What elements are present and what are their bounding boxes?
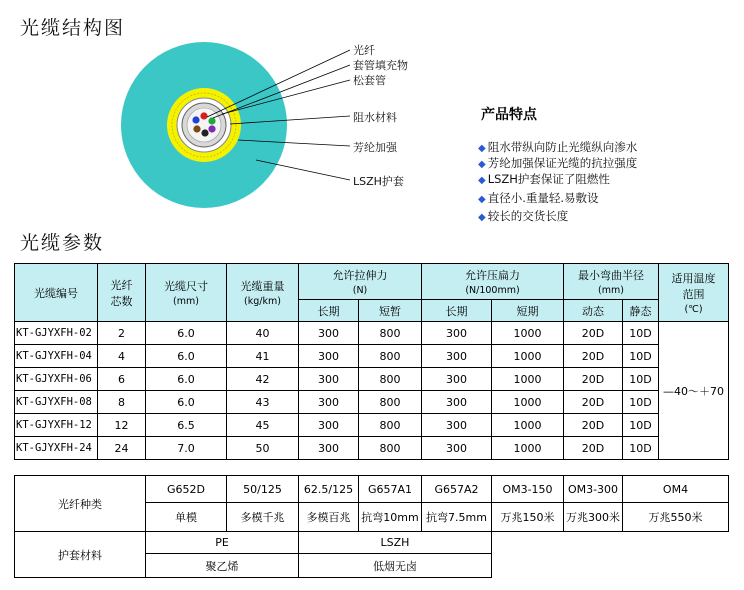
fiber-name: 万兆550米 [623,503,729,532]
header-weight: 光缆重量 (kg/km) [227,264,299,322]
label-loose-tube: 松套管 [353,74,386,87]
cell-cores: 6 [98,368,146,391]
features-title: 产品特点 [481,107,537,123]
header-tensile: 允许拉伸力 (N) [299,264,422,300]
cell-size: 7.0 [146,437,227,460]
fiber-name: 单模 [146,503,227,532]
fiber-code: OM3-300 [564,476,623,503]
cell-bend-dynamic: 20D [564,322,623,345]
cell-crush-long: 300 [422,322,492,345]
feature-item: ◆ 芳纶加强保证光缆的抗拉强度 [478,156,638,170]
cell-bend-static: 10D [623,322,659,345]
cell-cores: 12 [98,414,146,437]
table-row [15,414,729,437]
fiber-name: 多模千兆 [227,503,299,532]
sheath-name: 低烟无卤 [299,554,492,578]
fiber-code: G657A2 [422,476,492,503]
fiber-code: OM4 [623,476,729,503]
fiber-type-label: 光纤种类 [15,476,146,532]
header-bend-dynamic: 动态 [564,300,623,322]
cell-bend-dynamic: 20D [564,368,623,391]
label-water-block: 阻水材料 [353,111,397,124]
materials-table [14,475,729,578]
empty-cell [492,554,729,578]
fiber-name: 万兆150米 [492,503,564,532]
header-tensile-short: 短暂 [359,300,422,322]
cell-crush-long: 300 [422,414,492,437]
header-crush-long: 长期 [422,300,492,322]
sheath-code: PE [146,532,299,554]
fiber-black [201,129,208,136]
cell-weight: 40 [227,322,299,345]
cell-tensile-long: 300 [299,345,359,368]
cell-bend-dynamic: 20D [564,437,623,460]
cell-bend-dynamic: 20D [564,391,623,414]
cell-size: 6.5 [146,414,227,437]
fiber-code: 50/125 [227,476,299,503]
header-temp: 适用温度 范围 (℃) [659,264,729,322]
cell-crush-long: 300 [422,368,492,391]
cell-bend-dynamic: 20D [564,414,623,437]
empty-cell [492,532,729,554]
table-row [15,345,729,368]
cell-tensile-short: 800 [359,437,422,460]
cell-bend-static: 10D [623,437,659,460]
cell-cores: 4 [98,345,146,368]
feature-item: ◆ 较长的交货长度 [478,209,569,223]
cell-tensile-short: 800 [359,414,422,437]
cell-temp-range: —40～＋70 [659,322,729,460]
cell-model: KT-GJYXFH-08 [15,391,98,414]
header-bend: 最小弯曲半径 (mm) [564,264,659,300]
cell-tensile-short: 800 [359,322,422,345]
header-bend-static: 静态 [623,300,659,322]
fiber-brown [193,125,200,132]
cell-weight: 42 [227,368,299,391]
table-row [15,437,729,460]
cell-tensile-short: 800 [359,391,422,414]
cell-model: KT-GJYXFH-02 [15,322,98,345]
cell-weight: 41 [227,345,299,368]
cell-cores: 24 [98,437,146,460]
fiber-blue [192,116,199,123]
cell-crush-long: 300 [422,437,492,460]
cell-tensile-short: 800 [359,368,422,391]
header-crush: 允许压扁力 (N/100mm) [422,264,564,300]
label-sheath: LSZH护套 [353,175,404,188]
fiber-code: 62.5/125 [299,476,359,503]
cell-bend-static: 10D [623,368,659,391]
cell-weight: 50 [227,437,299,460]
diamond-bullet-icon: ◆ [478,194,486,205]
structure-title: 光缆结构图 [20,17,126,39]
label-fiber: 光纤 [353,44,375,57]
table-row [15,322,729,345]
label-aramid: 芳纶加强 [353,141,397,154]
label-tube-filler: 套管填充物 [353,59,408,72]
sheath-name: 聚乙烯 [146,554,299,578]
fiber-name: 万兆300米 [564,503,623,532]
feature-item: ◆ LSZH护套保证了阻燃性 [478,172,610,186]
params-title: 光缆参数 [20,232,105,254]
cell-model: KT-GJYXFH-06 [15,368,98,391]
cell-model: KT-GJYXFH-04 [15,345,98,368]
header-size: 光缆尺寸 (mm) [146,264,227,322]
fiber-green [208,117,215,124]
cell-crush-short: 1000 [492,368,564,391]
diamond-bullet-icon: ◆ [478,175,486,186]
cell-size: 6.0 [146,345,227,368]
params-table [14,263,729,460]
table-row [15,391,729,414]
sheath-code: LSZH [299,532,492,554]
cell-tensile-long: 300 [299,368,359,391]
cell-tensile-long: 300 [299,414,359,437]
cell-weight: 43 [227,391,299,414]
diamond-bullet-icon: ◆ [478,159,486,170]
cell-crush-short: 1000 [492,345,564,368]
cell-bend-static: 10D [623,414,659,437]
diamond-bullet-icon: ◆ [478,212,486,223]
fiber-name: 抗弯7.5mm [422,503,492,532]
cell-crush-short: 1000 [492,437,564,460]
table-row [15,368,729,391]
fiber-name: 多模百兆 [299,503,359,532]
cell-bend-static: 10D [623,391,659,414]
cell-weight: 45 [227,414,299,437]
cell-size: 6.0 [146,368,227,391]
diamond-bullet-icon: ◆ [478,143,486,154]
cell-crush-short: 1000 [492,414,564,437]
fiber-red [200,112,207,119]
cell-crush-short: 1000 [492,391,564,414]
cell-tensile-long: 300 [299,322,359,345]
cell-tensile-long: 300 [299,437,359,460]
cell-model: KT-GJYXFH-12 [15,414,98,437]
fiber-purple [208,125,215,132]
cell-crush-long: 300 [422,391,492,414]
cell-crush-short: 1000 [492,322,564,345]
fiber-name: 抗弯10mm [359,503,422,532]
cell-cores: 8 [98,391,146,414]
cell-bend-static: 10D [623,345,659,368]
cell-size: 6.0 [146,391,227,414]
header-crush-short: 短期 [492,300,564,322]
sheath-material-label: 护套材料 [15,532,146,578]
header-model: 光缆编号 [15,264,98,322]
fiber-code: G652D [146,476,227,503]
feature-item: ◆ 阻水带纵向防止光缆纵向渗水 [478,140,638,154]
cell-tensile-long: 300 [299,391,359,414]
cell-size: 6.0 [146,322,227,345]
feature-item: ◆ 直径小.重量轻.易敷设 [478,191,599,205]
header-cores: 光纤 芯数 [98,264,146,322]
fiber-code: OM3-150 [492,476,564,503]
cell-crush-long: 300 [422,345,492,368]
cell-cores: 2 [98,322,146,345]
cable-cross-section-diagram [0,0,744,260]
cell-tensile-short: 800 [359,345,422,368]
header-tensile-long: 长期 [299,300,359,322]
cell-bend-dynamic: 20D [564,345,623,368]
cell-model: KT-GJYXFH-24 [15,437,98,460]
fiber-code: G657A1 [359,476,422,503]
